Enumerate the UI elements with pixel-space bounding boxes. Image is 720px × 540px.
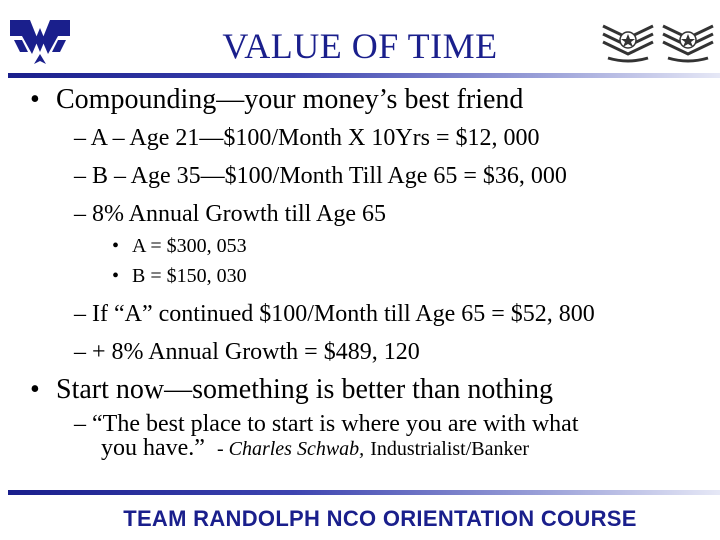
bullet-compounding [30, 86, 523, 114]
bullet-start-now [30, 376, 553, 404]
bullet-dot: • [112, 265, 120, 287]
footer-divider [8, 490, 720, 495]
slide-title: VALUE OF TIME [222, 26, 498, 66]
sub-item-continued: – If “A” continued $100/Month till Age 65 = $52, 800 [74, 301, 595, 327]
quote-line-2 [74, 436, 529, 460]
subsub-text: A = $300, 053 [132, 235, 247, 257]
sub-item-total: – + 8% Annual Growth = $489, 120 [74, 339, 420, 365]
subsub-item-b [112, 266, 247, 286]
bullet-dot: • [112, 235, 120, 257]
quote-line-1: – “The best place to start is where you are with what [74, 411, 579, 437]
bullet-text: Compounding—your money’s best friend [56, 84, 524, 115]
title-divider [8, 73, 720, 78]
quote-author: - Charles Schwab, [216, 438, 365, 460]
subsub-text: B = $150, 030 [132, 265, 247, 287]
sub-item-b: – B – Age 35—$100/Month Till Age 65 = $36, 000 [74, 163, 567, 189]
sub-item-growth: – 8% Annual Growth till Age 65 [74, 201, 386, 227]
sub-item-a: – A – Age 21—$100/Month X 10Yrs = $12, 000 [74, 125, 540, 151]
quote-author-role: Industrialist/Banker [370, 438, 530, 460]
subsub-item-a [112, 236, 247, 256]
bullet-dot: • [30, 374, 40, 405]
quote-text: you have.” [101, 435, 205, 461]
bullet-dot: • [30, 84, 40, 115]
footer-text: TEAM RANDOLPH NCO ORIENTATION COURSE [123, 506, 637, 531]
bullet-text: Start now—something is better than nothing [56, 374, 553, 405]
